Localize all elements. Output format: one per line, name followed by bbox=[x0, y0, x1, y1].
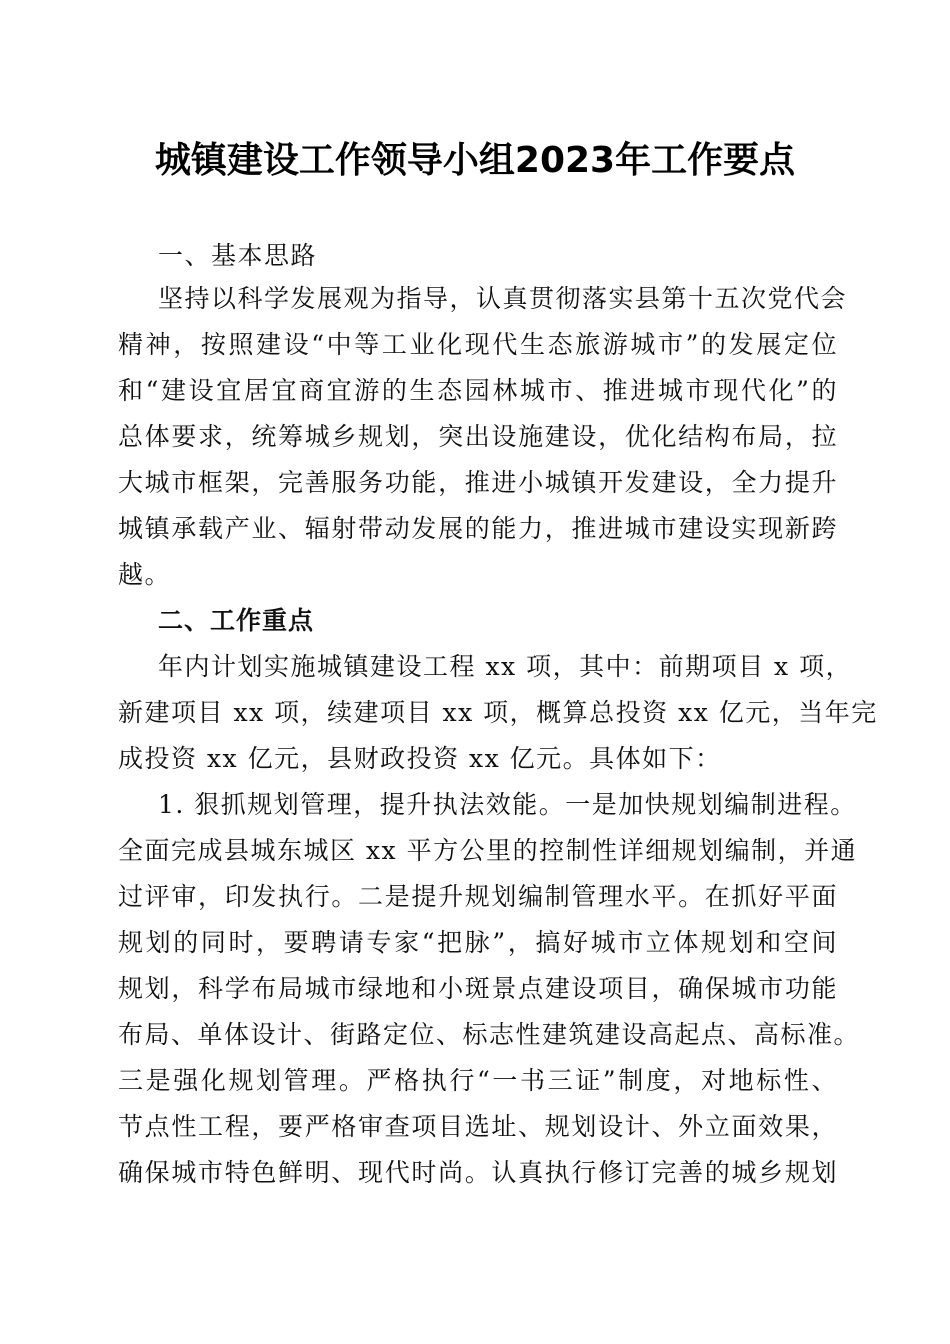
paragraph-line: 1. 狠抓规划管理，提升执法效能。一是加快规划编制进程。 bbox=[158, 790, 857, 819]
paragraph-line: 精神，按照建设“中等工业化现代生态旅游城市”的发展定位 bbox=[118, 330, 838, 359]
paragraph-line: 成投资 xx 亿元，县财政投资 xx 亿元。具体如下： bbox=[118, 744, 722, 773]
paragraph-line: 越。 bbox=[118, 560, 172, 589]
section-heading-work-focus: 二、工作重点 bbox=[158, 606, 315, 635]
paragraph-line: 布局、单体设计、街路定位、标志性建筑建设高起点、高标准。 bbox=[118, 1020, 861, 1049]
paragraph-line: 坚持以科学发展观为指导，认真贯彻落实县第十五次党代会 bbox=[158, 284, 848, 313]
paragraph-line: 全面完成县城东城区 xx 平方公里的控制性详细规划编制，并通 bbox=[118, 836, 858, 865]
paragraph-line: 节点性工程，要严格审查项目选址、规划设计、外立面效果， bbox=[118, 1112, 838, 1141]
paragraph-line: 城镇承载产业、辐射带动发展的能力，推进城市建设实现新跨 bbox=[118, 514, 838, 543]
paragraph-line: 确保城市特色鲜明、现代时尚。认真执行修订完善的城乡规划 bbox=[118, 1158, 838, 1187]
paragraph-line: 规划，科学布局城市绿地和小斑景点建设项目，确保城市功能 bbox=[118, 974, 838, 1003]
paragraph-line: 过评审，印发执行。二是提升规划编制管理水平。在抓好平面 bbox=[118, 882, 838, 911]
paragraph-line: 大城市框架，完善服务功能，推进小城镇开发建设，全力提升 bbox=[118, 468, 838, 497]
paragraph-line: 和“建设宜居宜商宜游的生态园林城市、推进城市现代化”的 bbox=[118, 376, 838, 405]
paragraph-line: 年内计划实施城镇建设工程 xx 项，其中：前期项目 x 项， bbox=[158, 652, 853, 681]
section-heading-basic-approach: 一、基本思路 bbox=[158, 241, 318, 270]
paragraph-line: 三是强化规划管理。严格执行“一书三证”制度，对地标性、 bbox=[118, 1066, 838, 1095]
paragraph-line: 规划的同时，要聘请专家“把脉”，搞好城市立体规划和空间 bbox=[118, 928, 838, 957]
paragraph-line: 新建项目 xx 项，续建项目 xx 项，概算总投资 xx 亿元，当年完 bbox=[118, 698, 878, 727]
paragraph-line: 总体要求，统筹城乡规划，突出设施建设，优化结构布局，拉 bbox=[118, 422, 838, 451]
document-title: 城镇建设工作领导小组2023年工作要点 bbox=[154, 140, 796, 181]
